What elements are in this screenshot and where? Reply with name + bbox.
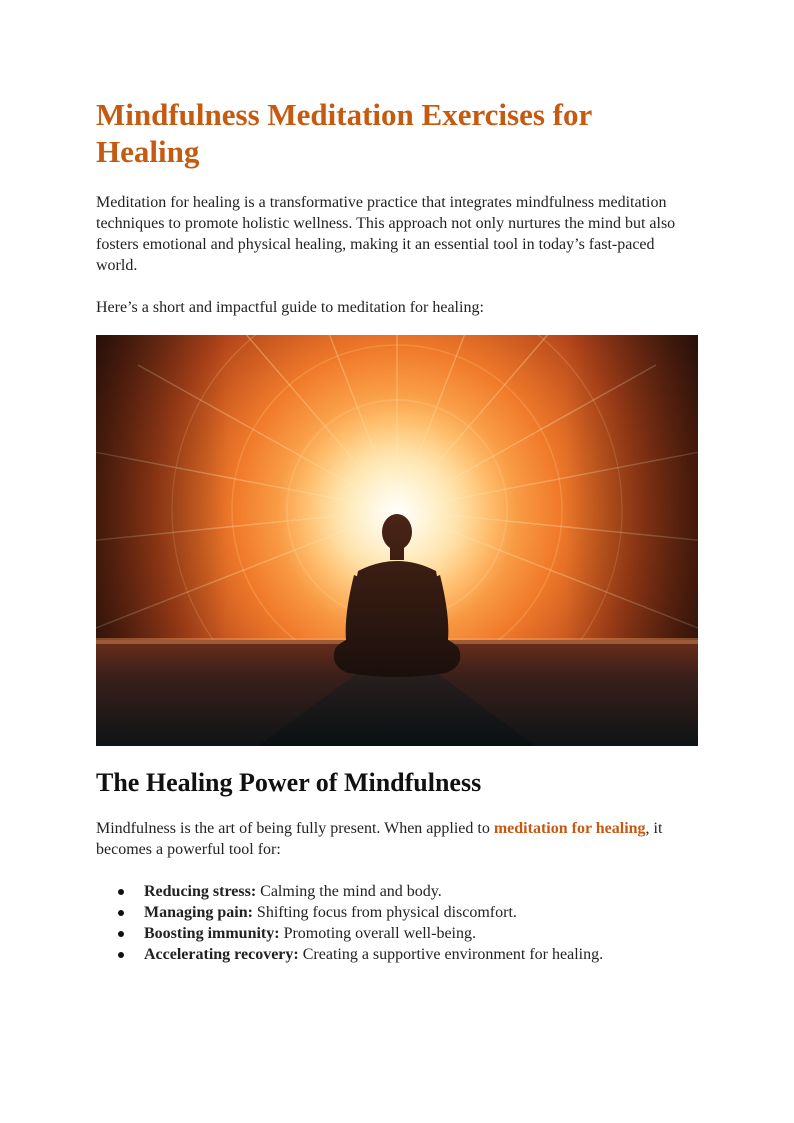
benefit-description: Calming the mind and body. xyxy=(256,883,442,900)
list-item xyxy=(144,944,698,965)
benefits-list xyxy=(96,881,698,965)
section-paragraph xyxy=(96,818,698,860)
benefit-term: Boosting immunity: xyxy=(144,925,280,942)
benefit-term: Accelerating recovery: xyxy=(144,946,299,963)
list-item xyxy=(144,881,698,902)
meditation-for-healing-link[interactable]: meditation for healing xyxy=(493,820,646,837)
section-heading: The Healing Power of Mindfulness xyxy=(96,768,482,797)
document-title: Mindfulness Meditation Exercises for Healing xyxy=(96,97,592,169)
benefit-term: Managing pain: xyxy=(144,904,253,921)
benefit-description: Shifting focus from physical discomfort. xyxy=(252,904,517,921)
section-text-start: Mindfulness is the art of being fully present. When applied to xyxy=(96,820,494,837)
benefit-term: Reducing stress: xyxy=(144,883,257,900)
section-text-end: , it becomes a powerful tool for: xyxy=(96,820,663,858)
list-item xyxy=(144,902,698,923)
benefit-description: Creating a supportive environment for healing. xyxy=(298,946,604,963)
benefit-description: Promoting overall well-being. xyxy=(279,925,476,942)
guide-lead-paragraph: Here’s a short and impactful guide to meditation for healing: xyxy=(96,299,484,316)
intro-paragraph: Meditation for healing is a transformative practice that integrates mindfulness meditation techniques to promote holistic wellness. This approach not only nurtures the mind but also fosters emotional and physical healing, making it an essential tool in today’s fast-paced world. xyxy=(96,194,676,274)
list-item xyxy=(144,923,698,944)
meditation-hero-image xyxy=(96,335,698,746)
